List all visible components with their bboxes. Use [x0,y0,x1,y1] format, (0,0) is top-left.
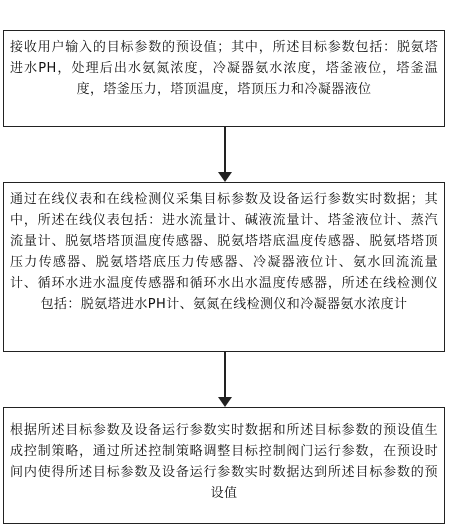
arrow-1-head [218,172,232,182]
step-1-text: 接收用户输入的目标参数的预设值；其中，所述目标参数包括：脱氨塔进水PH，处理后出水氨氮浓度，冷凝器氨水浓度，塔釜液位，塔釜温度，塔釜压力，塔顶温度，塔顶压力和冷凝器液位 [10,40,438,97]
step-2-text: 通过在线仪表和在线检测仪采集目标参数及设备运行参数实时数据；其中，所述在线仪表包括：进水流量计、碱液流量计、塔釜液位计、蒸汽流量计、脱氨塔塔顶温度传感器、脱氨塔塔底温度传感器、脱氨塔塔顶压力传感器、脱氨塔塔底压力传感器、冷凝器液位计、氨水回流流量计、循环水进水温度传感器和循环水出水温度传感器，所述在线检测仪包括：脱氨塔进水PH计、氨氮在线检测仪和冷凝器氨水浓度计 [10,192,438,312]
flowchart-step-3 [3,407,445,524]
flow-arrow-1 [216,127,234,182]
arrow-2-head [218,397,232,407]
flow-arrow-2 [216,352,234,407]
arrow-2-shaft [224,352,226,397]
flowchart-step-1 [3,30,445,127]
step-3-text: 根据所述目标参数及设备运行参数实时数据和所述目标参数的预设值生成控制策略，通过所述控制策略调整目标控制阀门运行参数，在预设时间内使得所述目标参数及设备运行参数实时数据达到所述目标参数的预设值 [10,423,438,501]
flowchart-step-2 [3,182,445,352]
arrow-1-shaft [224,127,226,172]
